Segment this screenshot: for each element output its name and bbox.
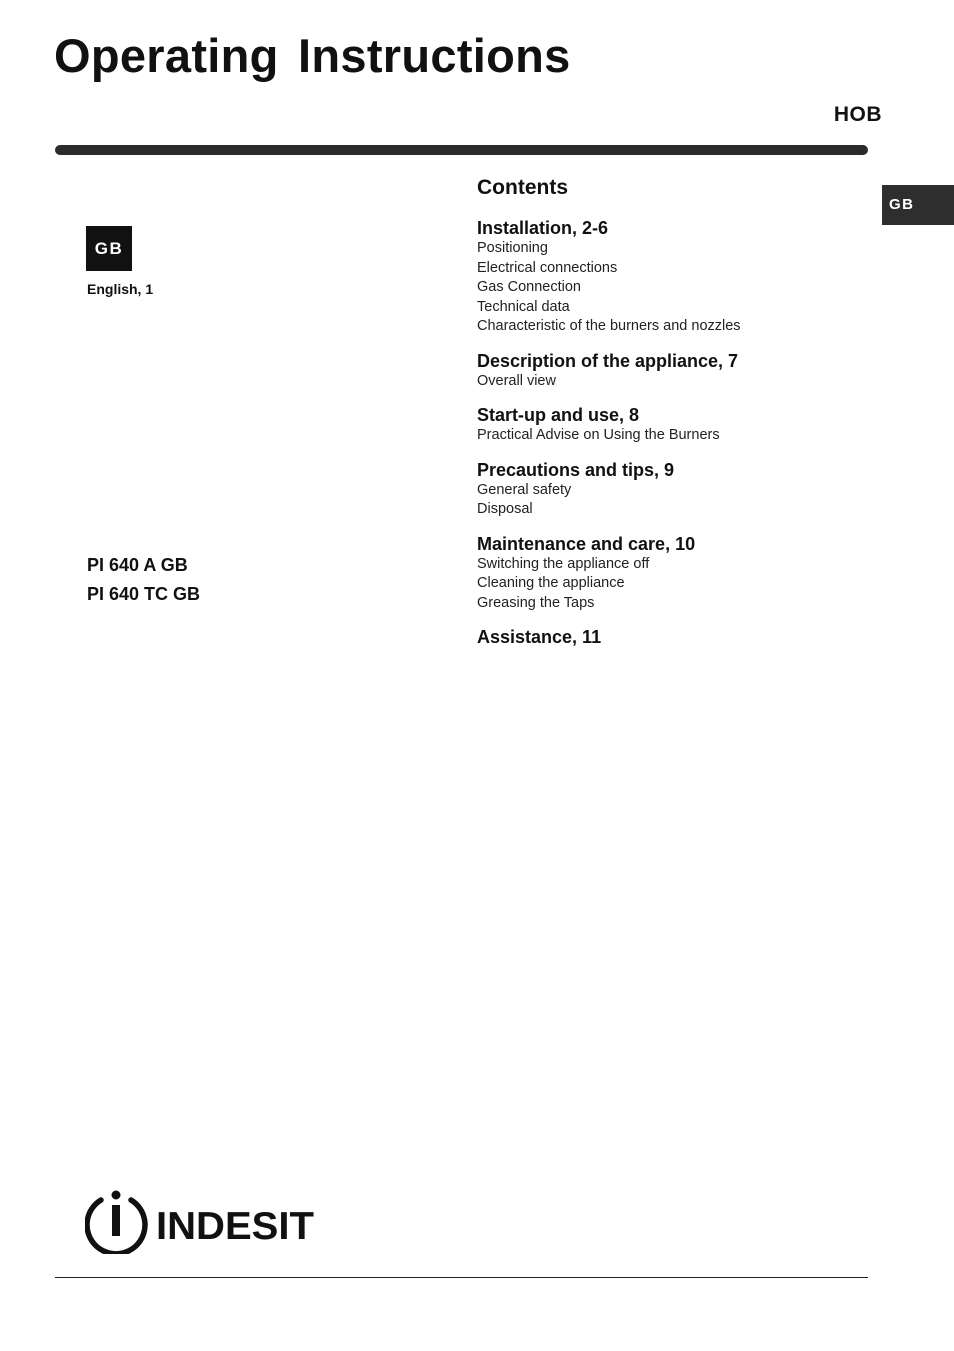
contents-title: Contents [477, 176, 568, 199]
table-of-contents [477, 175, 877, 662]
product-type-label: HOB [833, 103, 882, 126]
toc-section-heading: Description of the appliance, 7 [477, 350, 739, 371]
toc-section-heading: Maintenance and care, 10 [477, 533, 696, 554]
toc-item: Disposal [477, 501, 533, 517]
language-badge: GB [86, 226, 132, 271]
brand-wordmark: INDESIT [156, 1205, 315, 1248]
page-title: Operating Instructions [54, 29, 571, 82]
toc-section-startup [477, 405, 877, 446]
language-side-tab: GB [882, 185, 954, 225]
indesit-logo [85, 1190, 317, 1254]
toc-item: Technical data [477, 298, 570, 315]
toc-section-heading: Assistance, 11 [477, 627, 602, 647]
toc-item: Electrical connections [477, 259, 618, 276]
toc-section-assistance [477, 627, 877, 648]
toc-section-heading: Precautions and tips, 9 [477, 459, 675, 480]
toc-item: General safety [477, 481, 572, 498]
model-name: PI 640 A GB [87, 555, 188, 575]
toc-section-heading: Installation, 2-6 [477, 218, 609, 238]
toc-section-installation [477, 218, 877, 337]
toc-item: Overall view [477, 372, 556, 389]
footer-divider [55, 1277, 868, 1278]
toc-item: Gas Connection [477, 279, 581, 295]
model-list [87, 551, 200, 609]
toc-section-description [477, 351, 877, 392]
toc-item: Switching the appliance off [477, 555, 650, 572]
toc-item: Positioning [477, 240, 548, 256]
header-divider [55, 145, 868, 155]
toc-section-maintenance [477, 534, 877, 614]
toc-section-heading: Start-up and use, 8 [477, 405, 640, 425]
toc-item: Greasing the Taps [477, 594, 595, 611]
toc-item: Practical Advise on Using the Burners [477, 427, 720, 443]
model-name: PI 640 TC GB [87, 584, 201, 604]
toc-item: Cleaning the appliance [477, 575, 625, 591]
toc-section-precautions [477, 460, 877, 520]
language-label: English, 1 [87, 281, 154, 297]
toc-item: Characteristic of the burners and nozzles [477, 318, 741, 334]
